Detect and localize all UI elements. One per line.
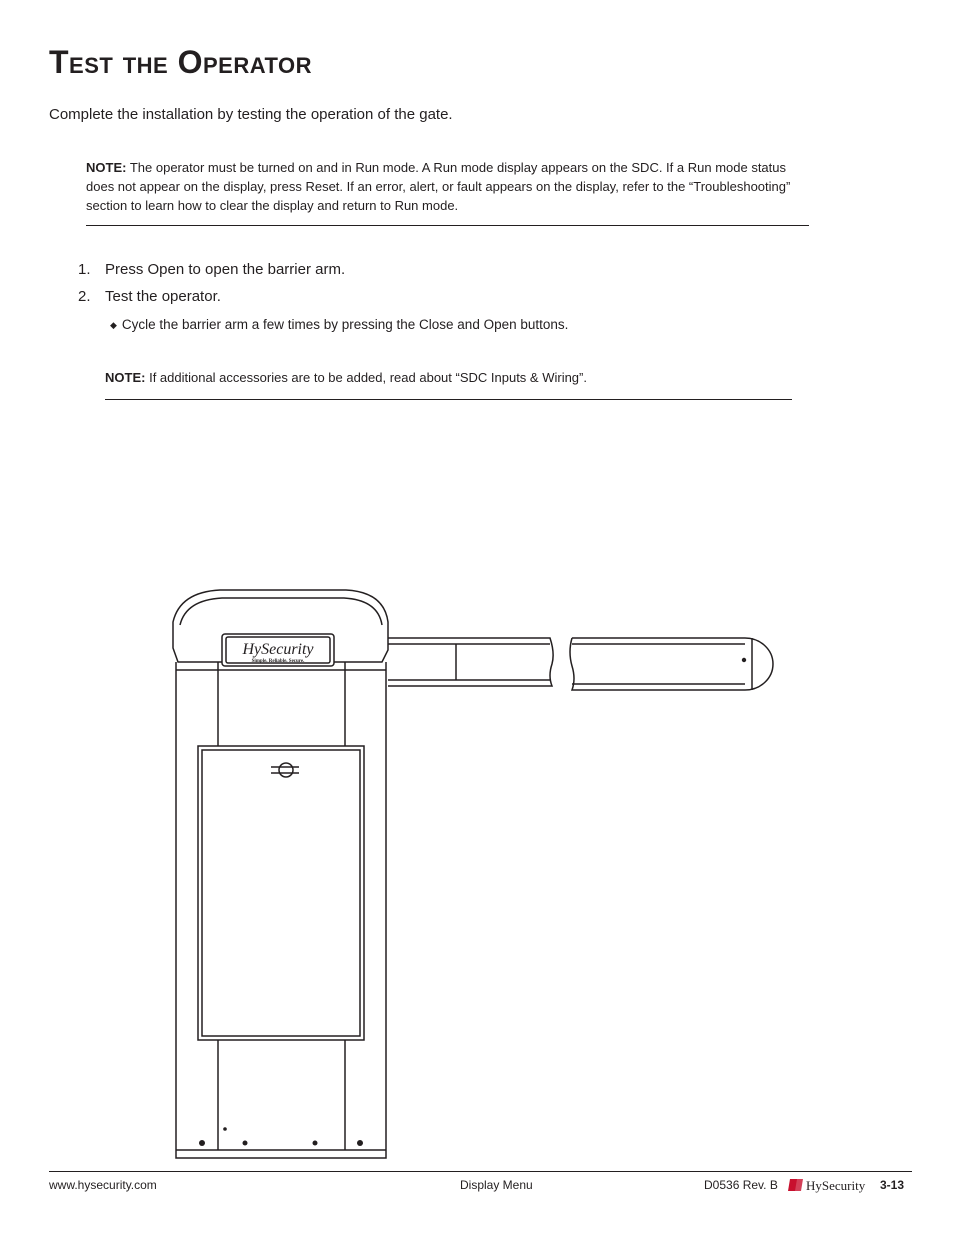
page-number: 3-13 (880, 1178, 905, 1192)
footer-doc-id: D0536 Rev. B (704, 1178, 778, 1192)
note-box (86, 158, 816, 215)
note-text: The operator must be turned on and in Run mode. A Run mode display appears on the SDC. If a Run mode status does not appear on the display, press Reset. If an error, alert, or fault appears on the display, refer to the “Troubleshooting” section to learn how to clear the display and return to Run mode. (86, 160, 791, 213)
sub-step-text: Cycle the barrier arm a few times by pressing the Close and Open buttons. (121, 317, 569, 332)
note-text: If additional accessories are to be added, read about “SDC Inputs & Wiring”. (149, 370, 587, 385)
hysecurity-logo (788, 1176, 872, 1194)
step-number: 2. (78, 288, 91, 305)
footer-divider (49, 1171, 912, 1172)
note-label: NOTE: (105, 370, 146, 385)
step-list (78, 261, 345, 315)
footer-logo-text: HySecurity (806, 1178, 866, 1193)
note-label: NOTE: (86, 160, 127, 175)
gate-tagline-label: Simple. Reliable. Secure. (251, 659, 305, 664)
divider (86, 225, 809, 226)
diamond-bullet-icon: ◆ (110, 320, 117, 330)
note-box (105, 368, 587, 387)
footer-url: www.hysecurity.com (49, 1178, 157, 1192)
list-item (78, 288, 345, 305)
step-text: Test the operator. (105, 288, 221, 305)
sub-step (110, 317, 568, 332)
intro-text: Complete the installation by testing the operation of the gate. (49, 106, 453, 123)
list-item (78, 261, 345, 278)
divider (105, 399, 792, 400)
page-title: Test the Operator (49, 44, 313, 80)
gate-brand-label: HySecurity (242, 641, 314, 658)
step-text: Press Open to open the barrier arm. (105, 261, 346, 278)
barrier-gate-illustration (160, 580, 790, 1165)
footer-section: Display Menu (460, 1178, 533, 1192)
step-number: 1. (78, 261, 91, 278)
